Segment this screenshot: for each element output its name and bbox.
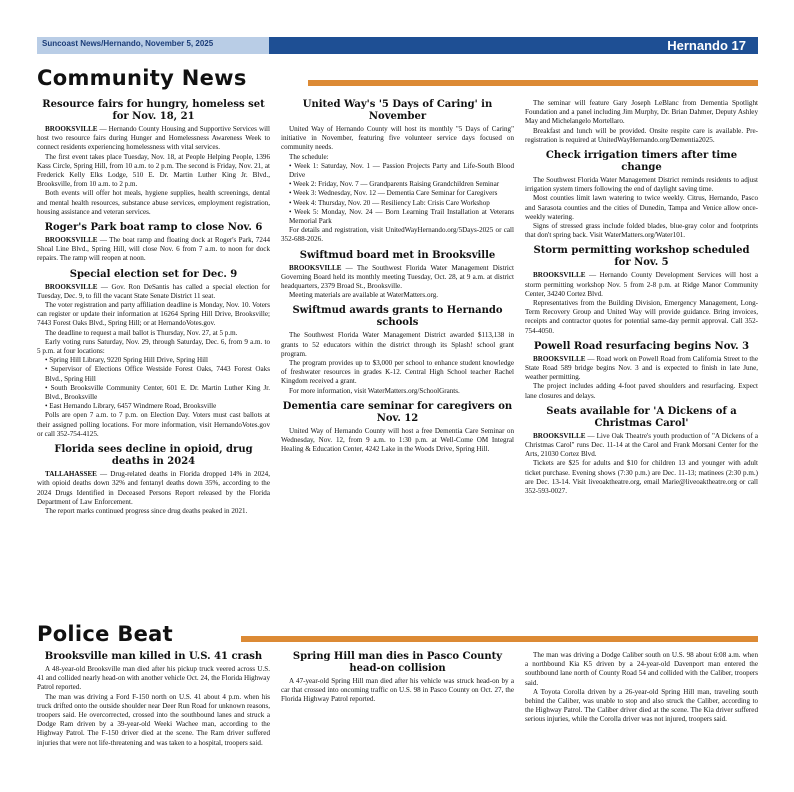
dateline: BROOKSVILLE	[45, 282, 98, 291]
article-paragraph: A Toyota Corolla driven by a 26-year-old Spring Hill man, traveling south behind the Caliber, was unable to stop and also struck the Caliber, according to the Highway Patrol. The Caliber driver died at the scene. The Kia driver suffered serious injuries, while the Corolla driver was not injured, troopers said.	[525, 687, 758, 724]
article-headline: Dementia care seminar for caregivers on Nov. 12	[282, 400, 513, 424]
article-paragraph: The program provides up to $3,000 per school to enhance student knowledge of freshwater resources in grades K-12. Central High School teacher Rachel Kingdom received a grant.	[281, 359, 514, 386]
article-paragraph: BROOKSVILLE — Live Oak Theatre's youth production of "A Dickens of a Christmas Carol" runs Dec. 11-14 at the Carol and Frank Morsani Center for the Arts, 21030 Cortez Blvd.	[525, 431, 758, 459]
article-headline: Florida sees decline in opioid, drug deaths in 2024	[54, 444, 253, 468]
list-item: • Supervisor of Elections Office Westside Forest Oaks, 7443 Forest Oaks Blvd., Spring Hill	[45, 365, 270, 383]
article-headline: Powell Road resurfacing begins Nov. 3	[533, 340, 750, 352]
article-paragraph: Most counties limit lawn watering to twice weekly. Citrus, Hernando, Pasco and Sarasota counties and the cities of Dunedin, Tampa and Venice allow once-weekly watering.	[525, 194, 758, 221]
article-paragraph: The seminar will feature Gary Joseph LeBlanc from Dementia Spotlight Foundation and a panel including Jim Murphy, Dr. Brian Dahmer, Deputy Ashley May and Michelangelo Mortellaro.	[525, 99, 758, 126]
article-paragraph: BROOKSVILLE — Hernando County Development Services will host a storm permitting workshop Nov. 5 from 2-8 p.m. at Ridge Manor Community Center, 34240 Cortez Blvd.	[525, 271, 758, 298]
article-headline: Seats available for 'A Dickens of a Christmas Carol'	[546, 405, 737, 429]
article-paragraph: BROOKSVILLE — Gov. Ron DeSantis has called a special election for Tuesday, Dec. 9, to fill the vacant State Senate District 11 seat.	[37, 282, 270, 300]
list-item: • Week 5: Monday, Nov. 24 — Born Learning Trail Installation at Veterans Memorial Park	[289, 207, 514, 226]
list-item: • Week 2: Friday, Nov. 7 — Grandparents Raising Grandchildren Seminar	[289, 180, 500, 189]
news-column-2	[281, 99, 514, 516]
article-paragraph: United Way of Hernando County will host a free Dementia Care Seminar on Wednesday, Nov. 12, from 9 a.m. to 1:30 p.m. at Well-Come OM Integral Healing & Education Center, 4242 Lake in the Woods Drive, Spring Hill.	[281, 426, 514, 454]
article-paragraph: A 47-year-old Spring Hill man died after his vehicle was struck head-on by a car that crossed into oncoming traffic on U.S. 98 in Pasco County on Oct. 27, the Florida Highway Patrol reported.	[281, 677, 514, 704]
article-paragraph: For more information, visit WaterMatters.org/SchoolGrants.	[289, 386, 460, 395]
article-paragraph: BROOKSVILLE — The boat ramp and floating dock at Roger's Park, 7244 Shoal Line Blvd., Spring Hill, will close Nov. 6 from 7 a.m. to noon for dock repairs. The ramp will reopen at noon.	[37, 236, 270, 263]
article-headline: Check irrigation timers after time change	[545, 150, 738, 174]
article-paragraph: BROOKSVILLE — Hernando County Housing and Supportive Services will host two resource fairs during Hunger and Homelessness Awareness Week to connect residents experiencing homelessness with vital services.	[37, 125, 270, 152]
dateline: BROOKSVILLE	[533, 431, 586, 440]
article-paragraph: Polls are open 7 a.m. to 7 p.m. on Election Day. Voters must cast ballots at their assigned polling locations. For more information, visit HernandoVotes.gov or call 352-754-4125.	[37, 411, 270, 438]
list-item: • Week 3: Wednesday, Nov. 12 — Dementia Care Seminar for Caregivers	[289, 189, 498, 198]
community-news-title: Community News	[37, 66, 247, 90]
dateline: BROOKSVILLE	[533, 271, 586, 280]
article-paragraph: The deadline to request a mail ballot is Thursday, Nov. 27, at 5 p.m.	[45, 328, 238, 337]
police-beat-columns	[37, 651, 758, 748]
article-paragraph: BROOKSVILLE — Road work on Powell Road from California Street to the State Road 589 bridge begins Nov. 3 and is expected to finish in late June, weather permitting.	[525, 354, 758, 382]
section-page-banner	[269, 37, 758, 54]
article-paragraph: The man was driving a Dodge Caliber south on U.S. 98 about 6:08 a.m. when a northbound Kia K5 driven by a 24-year-old Davenport man entered the southbound lane north of County Road 54 and collided with the Caliber, troopers said.	[525, 651, 758, 687]
police-beat-title: Police Beat	[37, 622, 173, 646]
page-header	[37, 37, 758, 54]
article-paragraph: The man was driving a Ford F-150 north on U.S. 41 about 4 p.m. when his truck drifted onto the outside shoulder near Deer Run Road for unknown reasons, troopers said. He overcorrected, crossed into the southbound lanes and struck a Dodge Ram driven by a 39-year-old Weeki Wachee man, according to the Highway Patrol. The F-150 driver died at the scene. The Ram driver suffered injuries that were not life-threatening and was taken to a hospital, troopers said.	[37, 692, 270, 747]
article-headline: Storm permitting workshop scheduled for Nov. 5	[533, 245, 750, 269]
dateline: BROOKSVILLE	[289, 263, 342, 272]
article-headline: Roger's Park boat ramp to close Nov. 6	[44, 222, 263, 234]
list-item: • Week 1: Saturday, Nov. 1 — Passion Projects Party and Life-South Blood Drive	[289, 161, 514, 180]
article-paragraph: For details and registration, visit UnitedWayHernando.org/5Days-2025 or call 352-688-2026.	[281, 226, 514, 244]
article-paragraph: Meeting materials are available at WaterMatters.org.	[289, 291, 439, 300]
article-paragraph: The project includes adding 4-foot paved shoulders and resurfacing. Expect lane closures and delays.	[525, 382, 758, 400]
article-headline: Swiftmud board met in Brooksville	[299, 249, 496, 261]
publication-line: Suncoast News/Hernando, November 5, 2025	[42, 39, 214, 48]
publication-banner	[37, 37, 269, 54]
police-column-1	[37, 651, 270, 748]
article-headline: Swiftmud awards grants to Hernando schools	[292, 305, 503, 329]
article-paragraph: TALLAHASSEE — Drug-related deaths in Florida dropped 14% in 2024, with opioid deaths down 32% and fentanyl deaths down 35%, according to the 2024 Drugs Identified in Deceased Persons Report released by the Florida Department of Law Enforcement.	[37, 470, 270, 506]
police-beat-section	[37, 622, 758, 790]
article-headline: Spring Hill man dies in Pasco County head-on collision	[292, 651, 503, 674]
community-news-section	[37, 66, 758, 606]
news-column-3	[525, 99, 758, 516]
article-paragraph: Breakfast and lunch will be provided. Onsite respite care is available. Pre-registration is required at UnitedWayHernando.org/Dementia2025.	[525, 126, 758, 144]
article-paragraph: The first event takes place Tuesday, Nov. 18, at People Helping People, 1396 Kass Circle, Spring Hill, from 10 a.m. to 2 p.m. The second is Friday, Nov. 21, at Frederick Kelly Elks Lodge, 510 E. Dr. Martin Luther King Jr. Blvd., Brooksville, from 10 a.m. to 2 p.m.	[37, 152, 270, 189]
article-headline: Special election set for Dec. 9	[69, 268, 238, 280]
article-paragraph: Signs of stressed grass include folded blades, blue-gray color and footprints that don't spring back. Visit WaterMatters.org/Water101.	[525, 222, 758, 240]
list-item: • Spring Hill Library, 9220 Spring Hill Drive, Spring Hill	[45, 356, 209, 365]
article-paragraph: The Southwest Florida Water Management District reminds residents to adjust irrigation system timers following the end of daylight saving time.	[525, 176, 758, 194]
dateline: BROOKSVILLE	[45, 236, 98, 245]
news-column-1	[37, 99, 270, 516]
dateline: BROOKSVILLE	[45, 125, 98, 133]
article-paragraph: Tickets are $25 for adults and $10 for children 13 and younger with adult ticket purchase. Evening shows (7:30 p.m.) are Dec. 11-13; matinees (2:30 p.m.) are Dec. 13-14. Visit liveoaktheatre.org, email Marie@liveoaktheatre.org or call 352-593-0027.	[525, 459, 758, 496]
section-page-label: Hernando 17	[667, 38, 746, 53]
community-news-rule	[308, 80, 758, 86]
article-paragraph: Early voting runs Saturday, Nov. 29, through Saturday, Dec. 6, from 9 a.m. to 5 p.m. at four locations:	[37, 337, 270, 356]
list-item: • East Hernando Library, 6457 Windmere Road, Brooksville	[45, 402, 217, 411]
article-paragraph: United Way of Hernando County will host its monthly "5 Days of Caring" initiative in November, featuring five volunteer service days focused on community needs.	[281, 125, 514, 152]
dateline: TALLAHASSEE	[45, 470, 97, 479]
article-headline: Brooksville man killed in U.S. 41 crash	[44, 651, 263, 662]
article-paragraph: The voter registration and party affiliation deadline is Monday, Nov. 10. Voters can register or update their information at 16264 Spring Hill Drive, Brooksville; 7443 Forest Oaks Blvd., Spring Hill; or at HernandoVotes.gov.	[37, 301, 270, 328]
article-headline: Resource fairs for hungry, homeless set for Nov. 18, 21	[42, 99, 265, 122]
list-item: • Week 4: Thursday, Nov. 20 — Resiliency Lab: Crisis Care Workshop	[289, 198, 490, 207]
community-news-columns	[37, 99, 758, 516]
article-paragraph: A 48-year-old Brooksville man died after his pickup truck veered across U.S. 41 and collided nearly head-on with another vehicle Oct. 24, the Florida Highway Patrol reported.	[37, 665, 270, 692]
article-paragraph: Both events will offer hot meals, hygiene supplies, health screenings, dental and mental health resources, substance abuse services, employment registration, housing assistance and veteran services.	[37, 189, 270, 216]
article-paragraph: BROOKSVILLE — The Southwest Florida Water Management District Governing Board held its monthly meeting Tuesday, Oct. 28, at 9 a.m. at district headquarters, 2379 Broad St., Brooksville.	[281, 263, 514, 291]
police-column-2	[281, 651, 514, 748]
article-paragraph: The Southwest Florida Water Management District awarded $113,138 in grants to 52 educators within the district through its Splash! school grant program.	[281, 331, 514, 358]
article-paragraph: The report marks continued progress since drug deaths peaked in 2021.	[45, 506, 248, 515]
police-beat-rule	[241, 636, 758, 642]
article-paragraph: The schedule:	[289, 152, 329, 161]
dateline: BROOKSVILLE	[533, 354, 586, 363]
article-paragraph: Representatives from the Building Division, Emergency Management, Long-Term Recovery Group and United Way will provide guidance. Bring invoices, receipts and contractor quotes for potential same-day permit approval. Call 352-754-4050.	[525, 299, 758, 335]
article-headline: United Way's '5 Days of Caring' in November	[302, 99, 493, 122]
police-column-3	[525, 651, 758, 748]
list-item: • South Brooksville Community Center, 601 E. Dr. Martin Luther King Jr. Blvd., Brooksville	[45, 383, 270, 402]
